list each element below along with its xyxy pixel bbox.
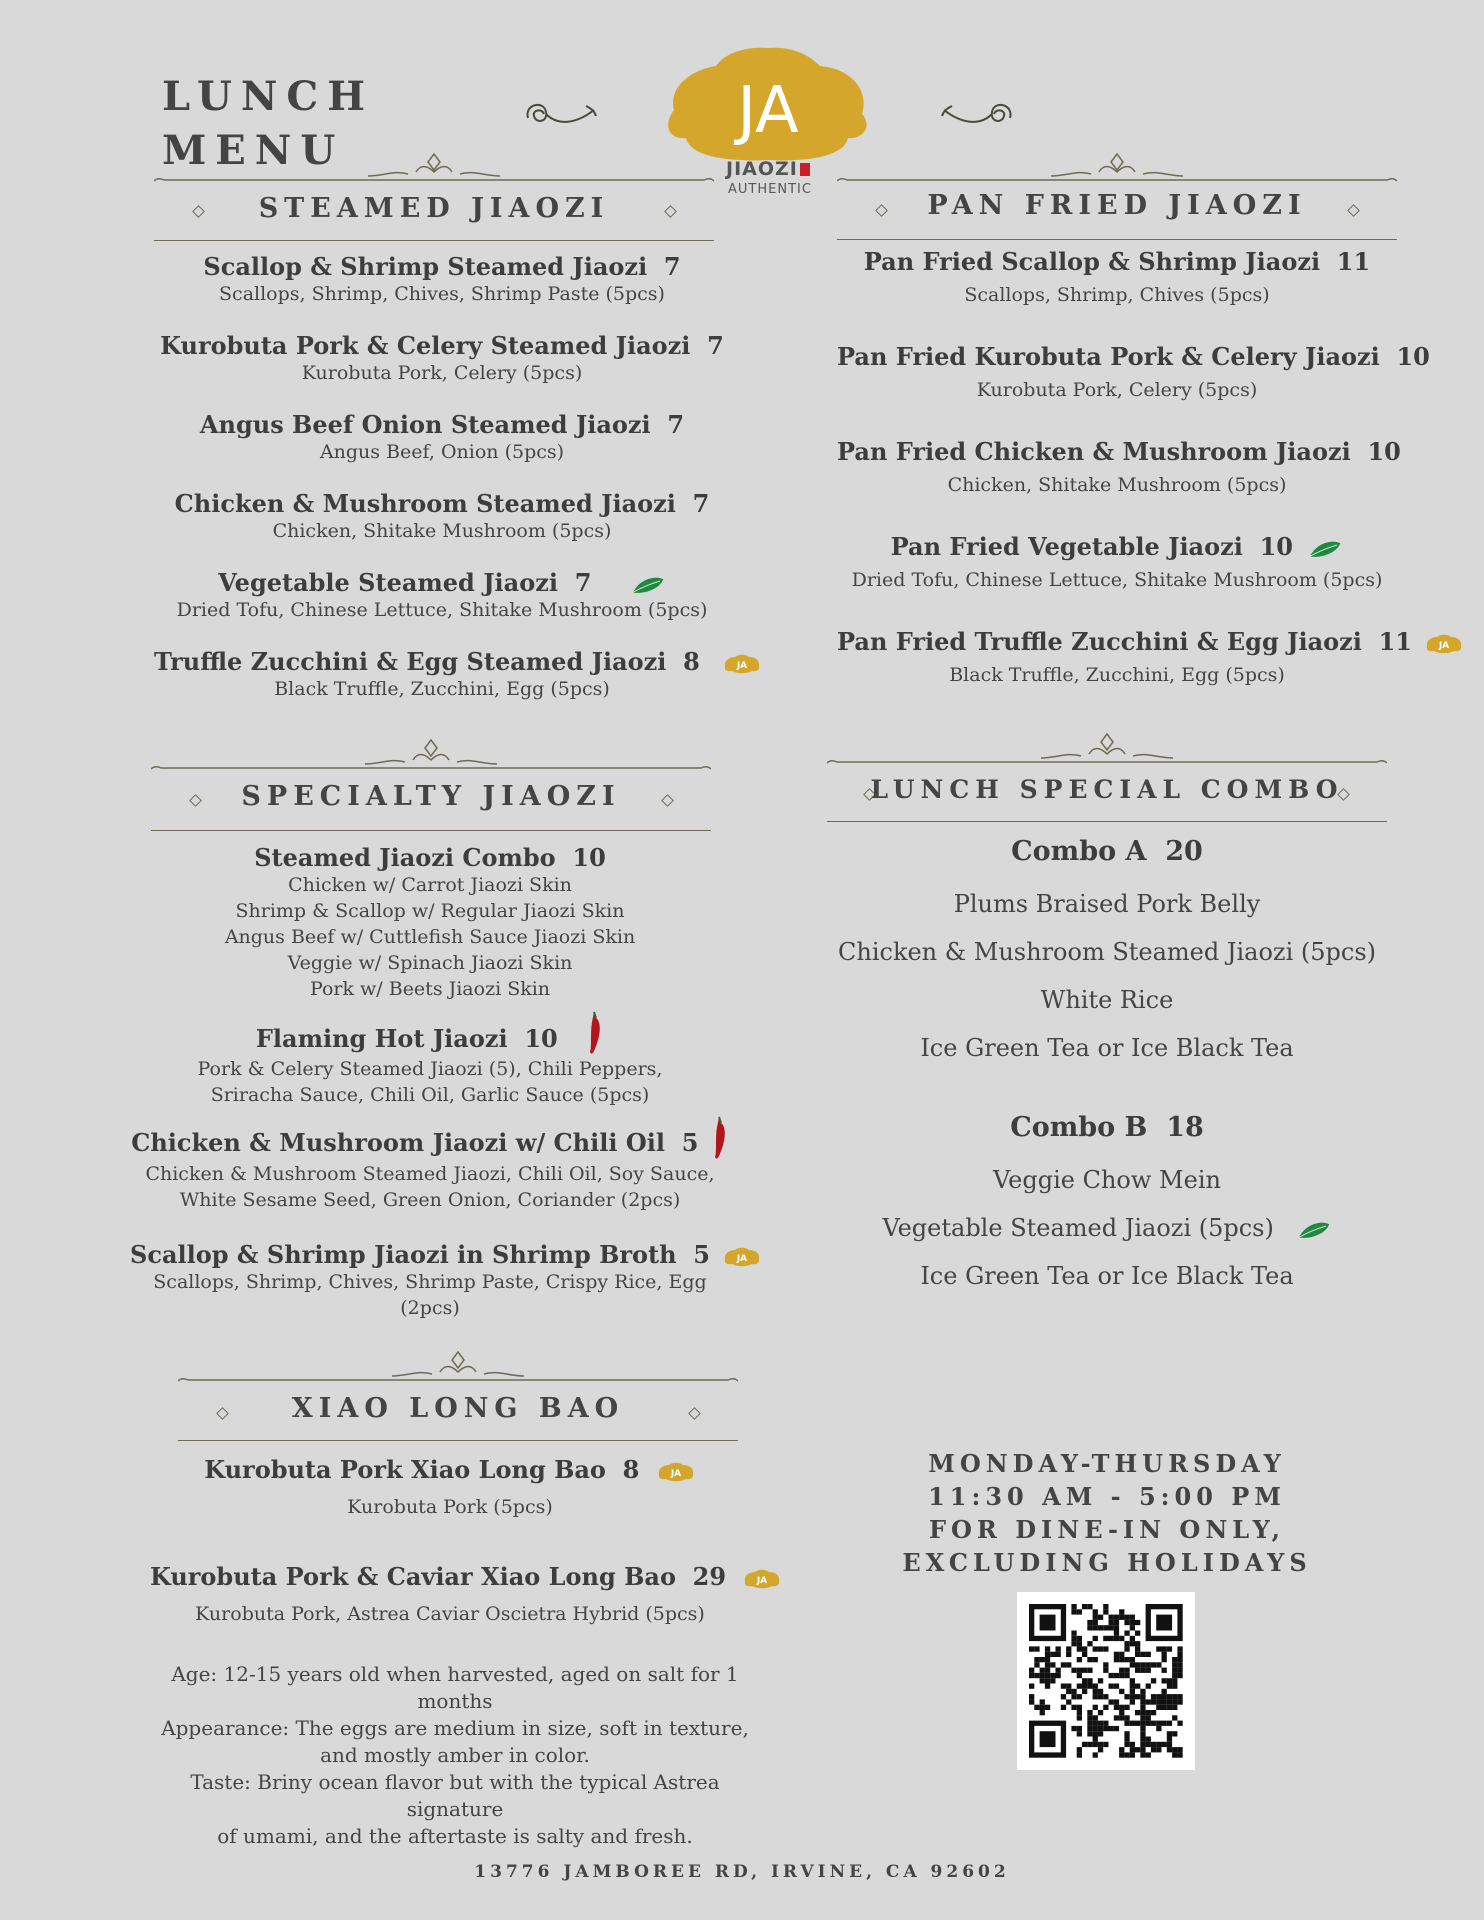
ja-badge-icon [742,1568,782,1590]
item-price: 10 [1396,342,1430,371]
item-name: Chicken & Mushroom Jiaozi w/ Chili Oil [131,1128,665,1157]
item-price: 29 [692,1562,727,1591]
svg-text:JA: JA [757,1575,768,1586]
logo-name-row [726,158,810,180]
item-name: Scallop & Shrimp Steamed Jiaozi [203,252,648,281]
item-name: Chicken & Mushroom Steamed Jiaozi [174,489,676,518]
combo-section-header [827,728,1387,824]
hours-line: FOR DINE-IN ONLY, [928,1515,1286,1544]
menu-item [837,342,1430,437]
panfried-section-title: PAN FRIED JIAOZI [927,190,1307,221]
item-price: 10 [572,843,606,872]
menu-item [150,1562,768,1662]
item-price: 7 [667,410,685,439]
item-price: 11 [1378,627,1412,656]
combo-line: Vegetable Steamed Jiaozi (5pcs) [882,1214,1274,1242]
item-price: 7 [692,489,710,518]
menu-title-line1: LUNCH [162,73,375,120]
item-desc-line: Sriracha Sauce, Chili Oil, Garlic Sauce (5pcs) [210,1083,650,1106]
right-swirl-ornament [940,96,1020,136]
caviar-notes [140,1661,770,1850]
item-name: Scallop & Shrimp Jiaozi in Shrimp Broth [130,1240,677,1269]
left-swirl-ornament [518,96,598,136]
item-desc-line: Shrimp & Scallop w/ Regular Jiaozi Skin [235,900,625,922]
item-price: 8 [622,1455,640,1484]
item-name: Truffle Zucchini & Egg Steamed Jiaozi [154,647,667,676]
menu-item [154,647,748,726]
menu-item [837,532,1397,627]
leaf-icon [1296,1220,1332,1240]
xlb-items [150,1455,768,1662]
menu-item [150,1455,750,1562]
item-name: Angus Beef Onion Steamed Jiaozi [199,410,651,439]
xlb-section-title: XIAO LONG BAO [291,1393,625,1424]
item-price: 7 [574,568,592,597]
ja-badge-icon [656,1461,696,1483]
item-name: Steamed Jiaozi Combo [254,843,556,872]
menu-item [154,410,730,489]
svg-text:JA: JA [736,660,748,671]
combo-price: 20 [1165,836,1203,867]
item-price: 7 [707,331,724,360]
combo-line: Ice Green Tea or Ice Black Tea [920,1034,1294,1062]
item-name: Pan Fried Truffle Zucchini & Egg Jiaozi [837,627,1362,656]
combo-line: Veggie Chow Mein [993,1166,1221,1194]
item-desc-line: Angus Beef w/ Cuttlefish Sauce Jiaozi Skin [224,926,636,948]
item-desc: Dried Tofu, Chinese Lettuce, Shitake Mushroom (5pcs) [176,599,708,621]
combo-price: 18 [1166,1112,1204,1143]
item-desc: Dried Tofu, Chinese Lettuce, Shitake Mushroom (5pcs) [851,569,1383,591]
xlb-section-header [178,1346,738,1442]
panfried-items [837,247,1450,722]
steamed-items [154,252,748,726]
leaf-icon [1307,539,1343,559]
logo-monogram: JA [737,74,799,148]
caviar-note-line: Appearance: The eggs are medium in size, soft in texture, [161,1716,749,1740]
combo-card [827,1112,1387,1340]
item-desc-line: Chicken & Mushroom Steamed Jiaozi, Chili Oil, Soy Sauce, [145,1162,715,1185]
logo-red-seal-icon [800,163,810,176]
leaf-icon [630,575,666,595]
item-price: 8 [683,647,700,676]
item-desc: Kurobuta Pork, Astrea Caviar Oscietra Hybrid (5pcs) [195,1603,705,1625]
menu-item [837,437,1401,532]
section-divider [827,821,1387,822]
steamed-section-header [154,150,714,242]
menu-title-line2: MENU [162,127,345,174]
combo-items [827,836,1387,1340]
hours-line: MONDAY-THURSDAY [928,1449,1286,1478]
item-desc: Chicken, Shitake Mushroom (5pcs) [272,520,612,542]
item-desc-line: Pork & Celery Steamed Jiaozi (5), Chili Peppers, [197,1057,663,1080]
specialty-section-title: SPECIALTY JIAOZI [241,781,621,812]
item-price: 5 [681,1128,699,1157]
svg-text:JA: JA [1439,640,1450,651]
specialty-items [130,843,748,1330]
caviar-note-line: Taste: Briny ocean flavor but with the typical Astrea signature [190,1770,720,1821]
item-price: 10 [1367,437,1401,466]
panfried-top-ornament [837,150,1397,186]
item-desc: Kurobuta Pork, Celery (5pcs) [976,379,1258,401]
caviar-note-line: of umami, and the aftertaste is salty and fresh. [217,1824,693,1848]
item-desc-line: Scallops, Shrimp, Chives, Shrimp Paste, Crispy Rice, Egg [153,1271,707,1293]
item-desc-line: White Sesame Seed, Green Onion, Coriander (2pcs) [179,1188,681,1211]
qr-code-icon [1017,1592,1195,1770]
item-name: Pan Fried Chicken & Mushroom Jiaozi [837,437,1351,466]
chili-icon [711,1115,729,1161]
svg-text:JA: JA [737,1253,748,1264]
item-name: Pan Fried Vegetable Jiaozi [890,532,1243,561]
qr-code[interactable] [1017,1592,1195,1770]
menu-item [837,627,1450,722]
section-divider [151,830,711,831]
combo-top-ornament [827,728,1387,768]
menu-item [130,1024,730,1128]
hours-line: EXCLUDING HOLIDAYS [902,1548,1312,1577]
item-name: Flaming Hot Jiaozi [255,1024,508,1053]
menu-item [837,247,1397,342]
caviar-note-line: and mostly amber in color. [320,1743,590,1767]
item-price: 11 [1336,247,1371,276]
combo-card [827,836,1387,1112]
item-desc: Scallops, Shrimp, Chives, Shrimp Paste (5pcs) [219,283,665,305]
hours-line: 11:30 AM - 5:00 PM [928,1482,1286,1511]
item-name: Pan Fried Scallop & Shrimp Jiaozi [863,247,1321,276]
ja-badge-icon [722,1246,762,1268]
hours-block [837,1447,1377,1579]
xlb-top-ornament [178,1346,738,1386]
item-price: 10 [524,1024,558,1053]
combo-section-title: LUNCH SPECIAL COMBO [870,775,1344,804]
ja-badge-icon [722,653,762,675]
ja-badge-icon [1424,633,1464,655]
combo-line: Chicken & Mushroom Steamed Jiaozi (5pcs) [838,938,1376,966]
item-name: Kurobuta Pork & Celery Steamed Jiaozi [160,331,691,360]
specialty-section-header [151,734,711,832]
svg-text:JA: JA [670,1468,681,1479]
specialty-top-ornament [151,734,711,774]
combo-line: Plums Braised Pork Belly [953,890,1261,918]
menu-item [154,568,730,647]
section-divider [837,239,1397,240]
combo-name: Combo B [1010,1112,1148,1143]
item-price: 7 [663,252,681,281]
steamed-section-title: STEAMED JIAOZI [258,193,610,224]
item-desc: Kurobuta Pork (5pcs) [347,1496,553,1518]
menu-item [154,331,730,410]
logo-tagline: AUTHENTIC [728,182,812,197]
steamed-top-ornament [154,150,714,186]
item-desc: Scallops, Shrimp, Chives (5pcs) [964,284,1270,306]
footer-address: 13776 JAMBOREE RD, IRVINE, CA 92602 [474,1862,1010,1882]
menu-item [130,1128,730,1240]
menu-item [154,489,730,568]
item-desc-line: Pork w/ Beets Jiaozi Skin [309,978,551,1000]
item-desc: Chicken, Shitake Mushroom (5pcs) [947,474,1287,496]
item-desc: Black Truffle, Zucchini, Egg (5pcs) [949,664,1285,686]
item-name: Kurobuta Pork Xiao Long Bao [204,1455,606,1484]
combo-line: Ice Green Tea or Ice Black Tea [920,1262,1294,1290]
item-name: Pan Fried Kurobuta Pork & Celery Jiaozi [837,342,1380,371]
logo-name: JIAOZI [726,158,798,180]
item-desc-line: (2pcs) [400,1297,460,1319]
panfried-section-header [837,150,1397,242]
combo-name: Combo A [1011,836,1147,867]
item-desc-line: Veggie w/ Spinach Jiaozi Skin [287,952,573,974]
item-name: Vegetable Steamed Jiaozi [218,568,558,597]
combo-line: White Rice [1040,986,1174,1014]
menu-item [130,843,730,1024]
item-desc: Kurobuta Pork, Celery (5pcs) [301,362,583,384]
item-price: 5 [693,1240,710,1269]
section-divider [154,240,714,241]
item-desc: Black Truffle, Zucchini, Egg (5pcs) [274,678,610,700]
section-divider [178,1440,738,1441]
item-desc: Angus Beef, Onion (5pcs) [319,441,565,463]
item-price: 10 [1259,532,1293,561]
menu-item [130,1240,748,1330]
item-name: Kurobuta Pork & Caviar Xiao Long Bao [150,1562,676,1591]
menu-item [154,252,730,331]
chili-icon [586,1010,604,1056]
item-desc-line: Chicken w/ Carrot Jiaozi Skin [288,874,572,896]
logo-dumpling-icon [660,44,876,162]
caviar-note-line: Age: 12-15 years old when harvested, aged on salt for 1 months [171,1662,739,1713]
